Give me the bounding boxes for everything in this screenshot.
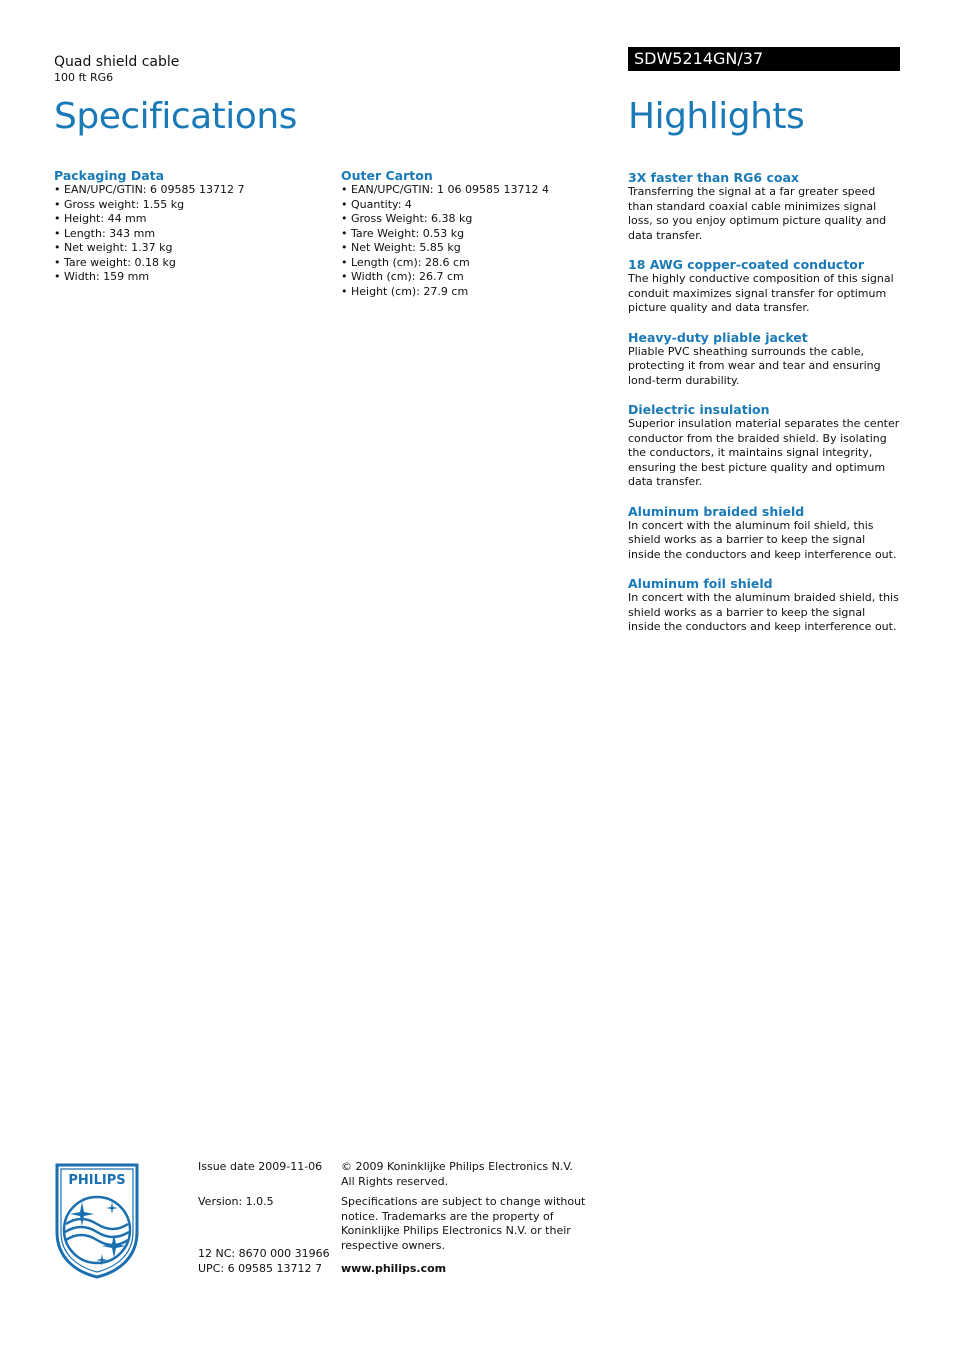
logo-wordmark: PHILIPS — [68, 1173, 126, 1188]
upc-number: UPC: 6 09585 13712 7 — [198, 1262, 323, 1275]
copyright-line: © 2009 Koninklijke Philips Electronics N.V. — [341, 1160, 573, 1173]
nc-number: 12 NC: 8670 000 31966 — [198, 1247, 330, 1260]
outer-carton-heading: Outer Carton — [341, 168, 433, 183]
highlight-title: Aluminum braided shield — [628, 503, 805, 519]
highlight-item — [628, 170, 900, 243]
packaging-data-heading: Packaging Data — [54, 168, 165, 183]
highlight-title: Heavy-duty pliable jacket — [628, 329, 808, 345]
list-item: • Gross weight: 1.55 kg — [54, 198, 324, 213]
copyright — [341, 1160, 601, 1189]
highlight-item — [628, 257, 900, 316]
list-item: • Quantity: 4 — [341, 198, 611, 213]
list-item: • Net Weight: 5.85 kg — [341, 241, 611, 256]
highlight-title: 18 AWG copper-coated conductor — [628, 257, 865, 272]
list-item: • Length: 343 mm — [54, 227, 324, 242]
website-link[interactable]: www.philips.com — [341, 1262, 447, 1275]
list-item: • Net weight: 1.37 kg — [54, 241, 324, 256]
highlight-item — [628, 504, 900, 563]
issue-date: Issue date 2009-11-06 — [198, 1160, 323, 1173]
list-item: • EAN/UPC/GTIN: 1 06 09585 13712 4 — [341, 183, 611, 198]
highlight-text: Superior insulation material separates the center conductor from the braided shield. By isolating the conductors, it maintains signal integrity, ensuring the best picture quality and optimum data transfer. — [628, 417, 900, 488]
product-subtitle: 100 ft RG6 — [54, 71, 114, 84]
highlights-title: Highlights — [628, 96, 805, 137]
list-item: • Length (cm): 28.6 cm — [341, 256, 611, 271]
list-item: • Height (cm): 27.9 cm — [341, 285, 611, 300]
highlight-text: In concert with the aluminum foil shield, this shield works as a barrier to keep the signal inside the conductors and keep interference out. — [628, 518, 897, 561]
product-type: Quad shield cable — [54, 54, 180, 70]
highlight-text: Transferring the signal at a far greater speed than standard coaxial cable minimizes signal loss, so you enjoy optimum picture quality and data transfer. — [628, 185, 887, 242]
list-item: • Tare Weight: 0.53 kg — [341, 227, 611, 242]
list-item: • Height: 44 mm — [54, 212, 324, 227]
highlight-title: Dielectric insulation — [628, 402, 770, 417]
list-item: • EAN/UPC/GTIN: 6 09585 13712 7 — [54, 183, 324, 198]
specs-notice: Specifications are subject to change without notice. Trademarks are the property of Koninklijke Philips Electronics N.V. or their respective owners. — [341, 1195, 586, 1252]
outer-carton-list — [341, 183, 611, 299]
highlight-item — [628, 330, 900, 389]
highlight-title: Aluminum foil shield — [628, 576, 773, 591]
list-item: • Gross Weight: 6.38 kg — [341, 212, 611, 227]
highlight-item — [628, 576, 900, 635]
highlight-text: The highly conductive composition of this signal conduit maximizes signal transfer for optimum picture quality and data transfer. — [628, 272, 894, 314]
specifications-title: Specifications — [54, 96, 297, 137]
packaging-data-list — [54, 183, 324, 285]
copyright-line: All Rights reserved. — [341, 1174, 449, 1188]
philips-logo — [54, 1162, 140, 1280]
model-number-bar: SDW5214GN/37 — [628, 47, 900, 71]
highlight-text: In concert with the aluminum braided shield, this shield works as a barrier to keep the signal inside the conductors and keep interference out. — [628, 591, 899, 633]
list-item: • Width: 159 mm — [54, 270, 324, 285]
outer-carton-section — [341, 168, 611, 299]
highlight-title: 3X faster than RG6 coax — [628, 170, 799, 185]
list-item: • Tare weight: 0.18 kg — [54, 256, 324, 271]
highlight-text: Pliable PVC sheathing surrounds the cable, protecting it from wear and tear and ensuring lond-term durability. — [628, 344, 881, 387]
philips-shield-icon — [54, 1162, 140, 1280]
list-item: • Width (cm): 26.7 cm — [341, 270, 611, 285]
highlights-section — [628, 170, 900, 649]
highlight-item — [628, 402, 900, 490]
version: Version: 1.0.5 — [198, 1195, 274, 1208]
packaging-data-section — [54, 168, 324, 285]
